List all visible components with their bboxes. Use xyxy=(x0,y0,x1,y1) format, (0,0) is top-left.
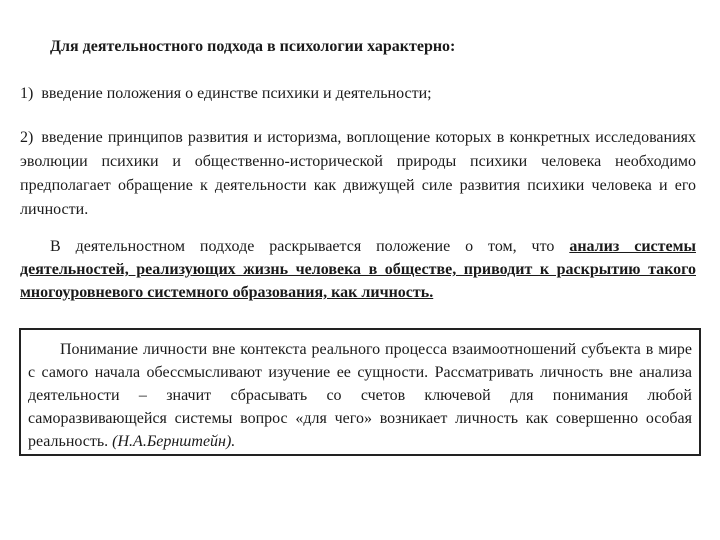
body-paragraph xyxy=(20,235,696,304)
quote-box xyxy=(19,328,701,456)
list-item-text: введение принципов развития и историзма, воплощение которых в конкретных исследованиях эволюции психики и общественно-исторической природы психики человека необходимо предполагает обращение к деятельности как движущей силе развития психики человека и его личности. xyxy=(20,129,696,218)
quote-author: (Н.А.Бернштейн). xyxy=(112,433,236,450)
list-item-number: 2) xyxy=(20,129,34,146)
list-item xyxy=(20,126,696,222)
quote-paragraph xyxy=(28,338,692,453)
list-item-number: 1) xyxy=(20,85,34,102)
quote-text: Понимание личности вне контекста реального процесса взаимоотношений субъекта в мире с самого начала обессмысливают изучение ее сущности. Рассматривать личность вне анализа деятельности – значит сбрасывать со счетов ключевой для понимания любой саморазвивающейся системы вопрос «для чего» возникает личность как совершенно особая реальность. xyxy=(28,341,692,450)
paragraph-emphasis: анализ системы деятельностей, реализующих жизнь человека в обществе, приводит к раскрытию такого многоуровневого системного образования, как личность. xyxy=(20,238,696,301)
list-item-text: введение положения о единстве психики и деятельности; xyxy=(41,85,432,102)
list-item xyxy=(20,82,696,106)
page-heading: Для деятельностного подхода в психологии характерно: xyxy=(50,38,456,55)
paragraph-intro: В деятельностном подходе раскрывается положение о том, что xyxy=(50,238,570,255)
